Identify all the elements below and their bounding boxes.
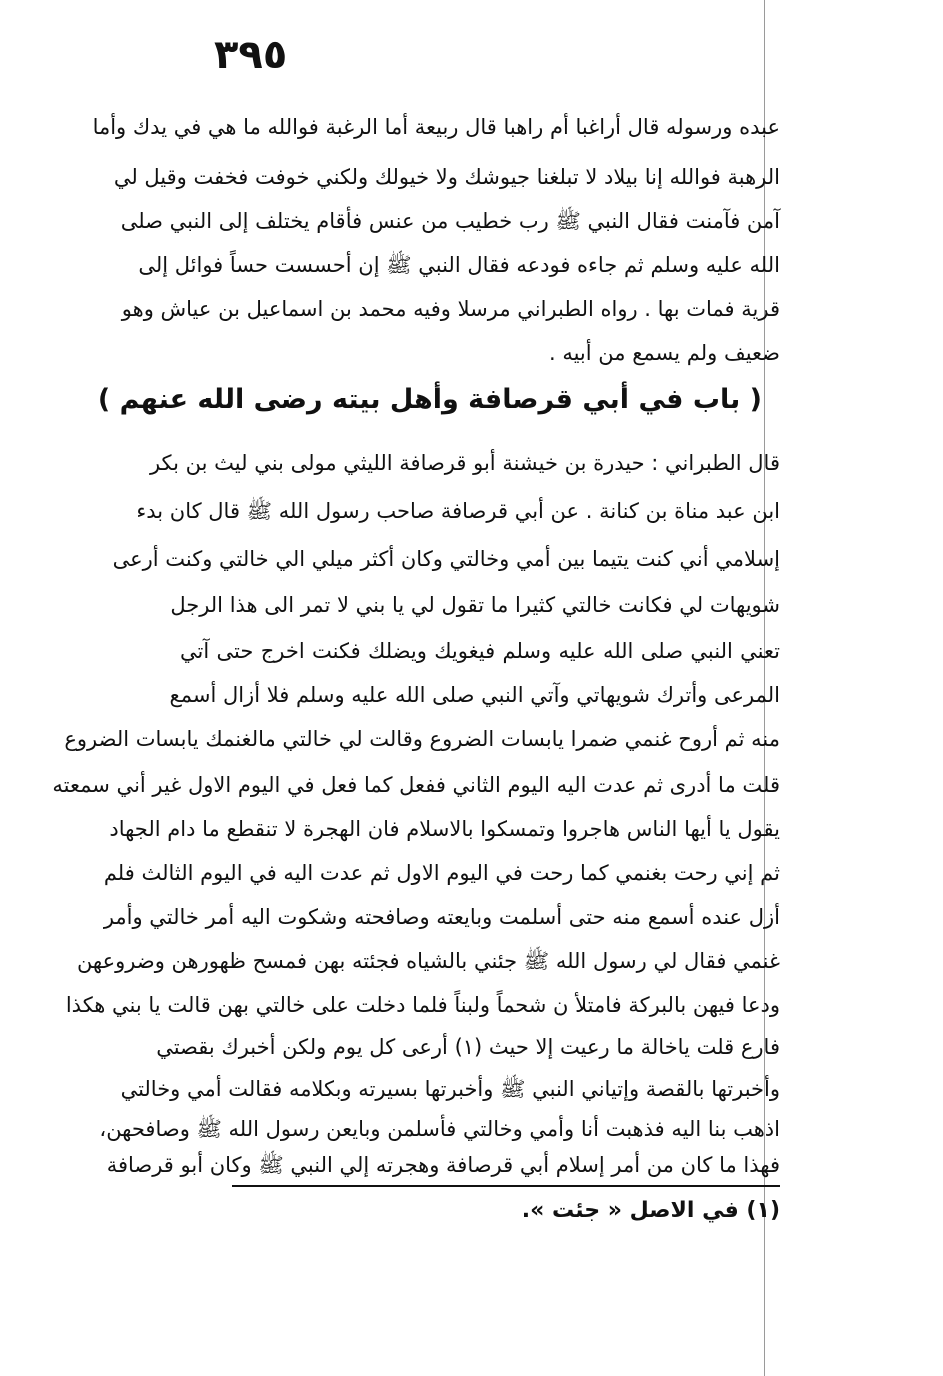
- text-line: ودعا فيهن بالبركة فامتلأ ن شحماً ولبناً فلما دخلت على خالتي بهن قالت يا بني هكذا: [65, 993, 780, 1017]
- text-line: ضعيف ولم يسمع من أبيه .: [548, 341, 780, 365]
- text-line: إسلامي أني كنت يتيما بين أمي وخالتي وكان أكثر ميلي الي خالتي وكنت أرعى: [112, 547, 780, 571]
- text-line: قلت ما أدرى ثم عدت اليه اليوم الثاني ففعل كما فعل في اليوم الاول غير أني سمعته: [52, 773, 780, 797]
- text-line: منه ثم أروح غنمي ضمرا يابسات الضروع وقالت لي خالتي مالغنمك يابسات الضروع: [64, 727, 780, 751]
- text-line: المرعى وأترك شويهاتي وآتي النبي صلى الله عليه وسلم فلا أزال أسمع: [169, 683, 780, 707]
- text-line: ابن عبد مناة بن كنانة . عن أبي قرصافة صاحب رسول الله ﷺ قال كان بدء: [136, 499, 780, 523]
- text-line: الرهبة فوالله إنا بيلاد لا تبلغنا جيوشك ولا خيولك ولكني خوفت فخفت وقيل لي: [113, 165, 780, 189]
- page-number: ٣٩٥: [214, 32, 288, 78]
- text-line: وأخبرتها بالقصة وإتياني النبي ﷺ وأخبرتها بسيرته وبكلامه فقالت أمي وخالتي: [120, 1077, 780, 1101]
- text-line: فارع قلت ياخالة ما رعيت إلا حيث (١) أرعى كل يوم ولكن أخبرك بقصتي: [156, 1035, 780, 1059]
- text-line: شويهات لي فكانت خالتي كثيرا ما تقول لي يا بني لا تمر الى هذا الرجل: [170, 593, 780, 617]
- text-line: غنمي فقال لي رسول الله ﷺ جئني بالشياه فجئته بهن فمسح ظهورهن وضروعهن: [76, 949, 780, 973]
- text-line: أزل عنده أسمع منه حتى أسلمت وبايعته وصافحته وشكوت اليه أمر خالتي وأمر: [103, 905, 780, 929]
- text-line: ثم إني رحت بغنمي كما رحت في اليوم الاول ثم عدت اليه في اليوم الثالث فلم: [103, 861, 780, 885]
- footnote: (١) في الاصل « جئت ».: [521, 1198, 780, 1223]
- text-line: يقول يا أيها الناس هاجروا وتمسكوا بالاسلام فان الهجرة لا تنقطع ما دام الجهاد: [109, 817, 780, 841]
- footnote-separator: [232, 1185, 780, 1187]
- text-line: عبده ورسوله قال أراغبا أم راهبا قال ربيعة أما الرغبة فوالله ما هي في يدك وأما: [92, 115, 780, 139]
- section-heading: ( باب في أبي قرصافة وأهل بيته رضى الله عنهم ): [97, 384, 762, 415]
- text-line: الله عليه وسلم ثم جاءه فودعه فقال النبي ﷺ إن أحسست حساً فوائل إلى: [138, 253, 780, 277]
- text-line: قال الطبراني : حيدرة بن خيشنة أبو قرصافة الليثي مولى بني ليث بن بكر: [149, 451, 780, 475]
- text-line: قرية فمات بها . رواه الطبراني مرسلا وفيه محمد بن اسماعيل بن عياش وهو: [121, 297, 780, 321]
- text-line: فهذا ما كان من أمر إسلام أبي قرصافة وهجرته إلي النبي ﷺ وكان أبو قرصافة: [106, 1153, 780, 1177]
- text-line: آمن فآمنت فقال النبي ﷺ رب خطيب من عنس فأقام يختلف إلى النبي صلى: [120, 209, 780, 233]
- text-line: تعني النبي صلى الله عليه وسلم فيغويك ويضلك فكنت اخرج حتى آتي: [180, 639, 780, 663]
- text-line: اذهب بنا اليه فذهبت أنا وأمي وخالتي فأسلمن وبايعن رسول الله ﷺ وصافحهن،: [99, 1117, 780, 1141]
